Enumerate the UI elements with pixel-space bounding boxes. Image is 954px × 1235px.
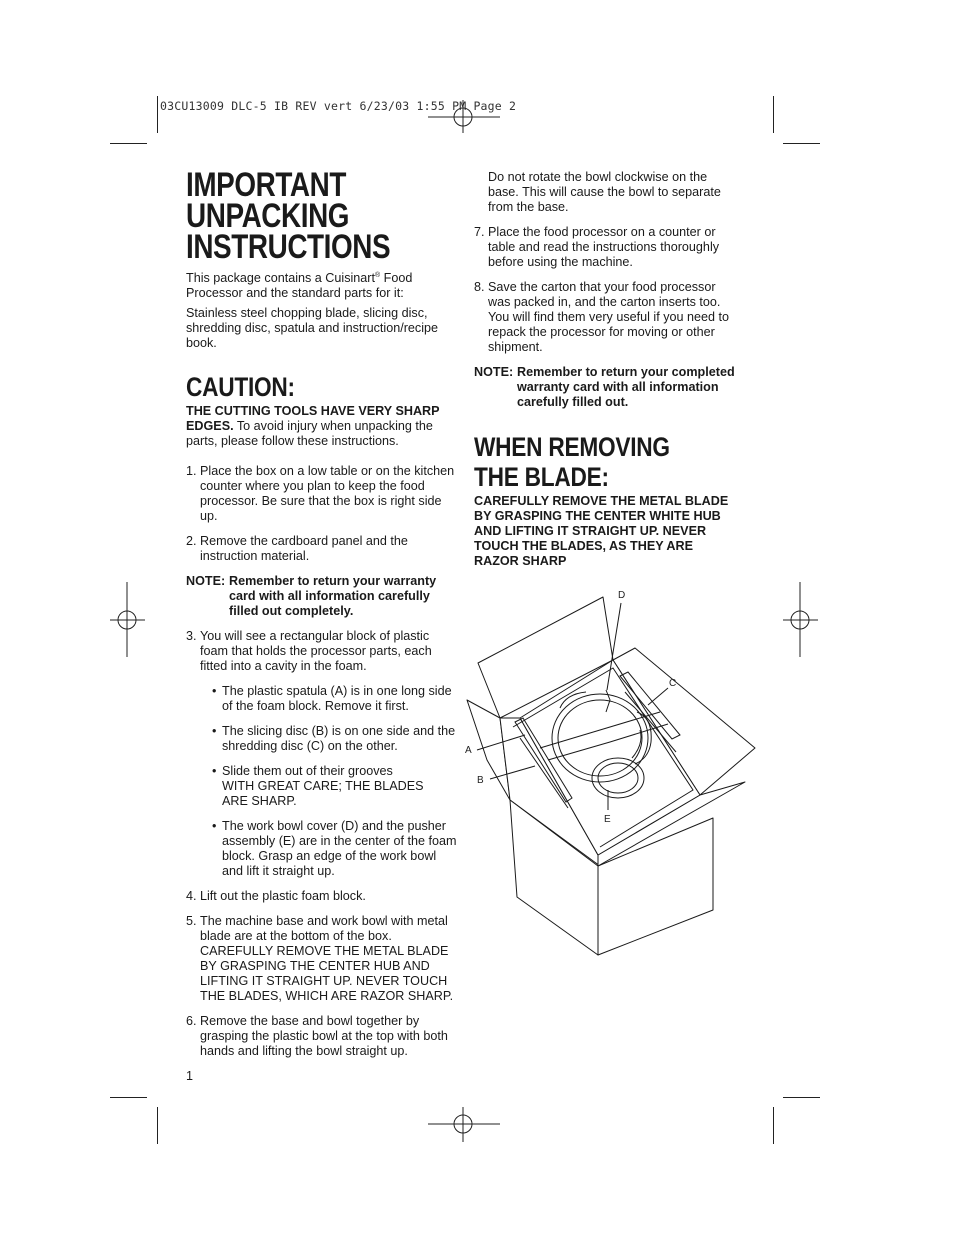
step-4: 4. Lift out the plastic foam block. xyxy=(186,889,366,903)
figure-label-e: E xyxy=(604,814,611,825)
step-7: 7. Place the food processor on a counter or table and read the instructions thoroughly before using the machine. xyxy=(474,225,720,269)
blade-heading xyxy=(474,432,738,492)
caution-paragraph: THE CUTTING TOOLS HAVE VERY SHARP EDGES. To avoid injury when unpacking the parts, please follow these instructions. xyxy=(186,404,440,448)
step-1: 1. Place the box on a low table or on the kitchen counter where you plan to keep the food processor. Be sure that the box is right side up. xyxy=(186,464,455,523)
unpacking-illustration xyxy=(455,585,765,960)
note-warranty-2: NOTE: Remember to return your completed warranty card with all information carefully filled out. xyxy=(474,365,735,409)
figure-label-c: C xyxy=(669,678,677,689)
step-6-continued: Do not rotate the bowl clockwise on the base. This will cause the bowl to separate from the base. xyxy=(488,170,721,214)
page-title xyxy=(186,166,458,266)
figure-label-a: A xyxy=(465,745,472,756)
left-column xyxy=(186,166,458,1059)
bullet-grooves: • Slide them out of their grooves WITH GREAT CARE; THE BLADES ARE SHARP. xyxy=(212,764,424,808)
page-title-line-2: UNPACKING xyxy=(186,197,350,235)
intro-paragraph: This package contains a Cuisinart® Food Processor and the standard parts for it: xyxy=(186,271,413,300)
step-3-bullets xyxy=(212,684,458,879)
note-warranty-1: NOTE: Remember to return your warranty card with all information carefully filled out completely. xyxy=(186,574,437,618)
caution-heading: CAUTION: xyxy=(186,372,295,402)
step-6: 6. Remove the base and bowl together by grasping the plastic bowl at the top with both hands and lifting the bowl straight up. xyxy=(186,1014,448,1058)
right-column xyxy=(474,170,738,569)
step-5: 5. The machine base and work bowl with metal blade are at the bottom of the box. CAREFULLY REMOVE THE METAL BLADE BY GRASPING THE CENTER HUB AND LIFTING IT STRAIGHT UP. NEVER TOUCH THE BLADES, WHICH ARE RAZOR SHARP. xyxy=(186,914,454,1003)
step-8: 8. Save the carton that your food processor was packed in, and the carton inserts too. You will find them very useful if you need to repack the processor for moving or other shipment. xyxy=(474,280,730,354)
bullet-spatula: • The plastic spatula (A) is in one long side of the foam block. Remove it first. xyxy=(212,684,452,713)
page-number: 1 xyxy=(186,1069,194,1083)
print-slug: 03CU13009 DLC-5 IB REV vert 6/23/03 1:55 PM Page 2 xyxy=(160,99,517,113)
blade-heading-line-1: WHEN REMOVING xyxy=(474,432,670,462)
page-title-line-3: INSTRUCTIONS xyxy=(186,228,391,266)
step-2: 2. Remove the cardboard panel and the instruction material. xyxy=(186,534,408,563)
bullet-discs: • The slicing disc (B) is on one side and the shredding disc (C) on the other. xyxy=(212,724,456,753)
blade-heading-line-2: THE BLADE: xyxy=(474,462,609,492)
blade-warning: CAREFULLY REMOVE THE METAL BLADE BY GRASPING THE CENTER WHITE HUB AND LIFTING IT STRAIGHT UP. NEVER TOUCH THE BLADES, AS THEY ARE RAZOR SHARP xyxy=(474,494,729,568)
figure-label-d: D xyxy=(618,590,626,601)
figure-label-b: B xyxy=(477,775,484,786)
step-3: 3. You will see a rectangular block of plastic foam that holds the processor parts, each fitted into a cavity in the foam. xyxy=(186,629,432,673)
page-title-line-1: IMPORTANT xyxy=(186,166,346,204)
parts-list: Stainless steel chopping blade, slicing disc, shredding disc, spatula and instruction/recipe book. xyxy=(186,306,439,350)
bullet-work-bowl: • The work bowl cover (D) and the pusher assembly (E) are in the center of the foam block. Grasp an edge of the work bowl and lift it straight up. xyxy=(212,819,457,878)
